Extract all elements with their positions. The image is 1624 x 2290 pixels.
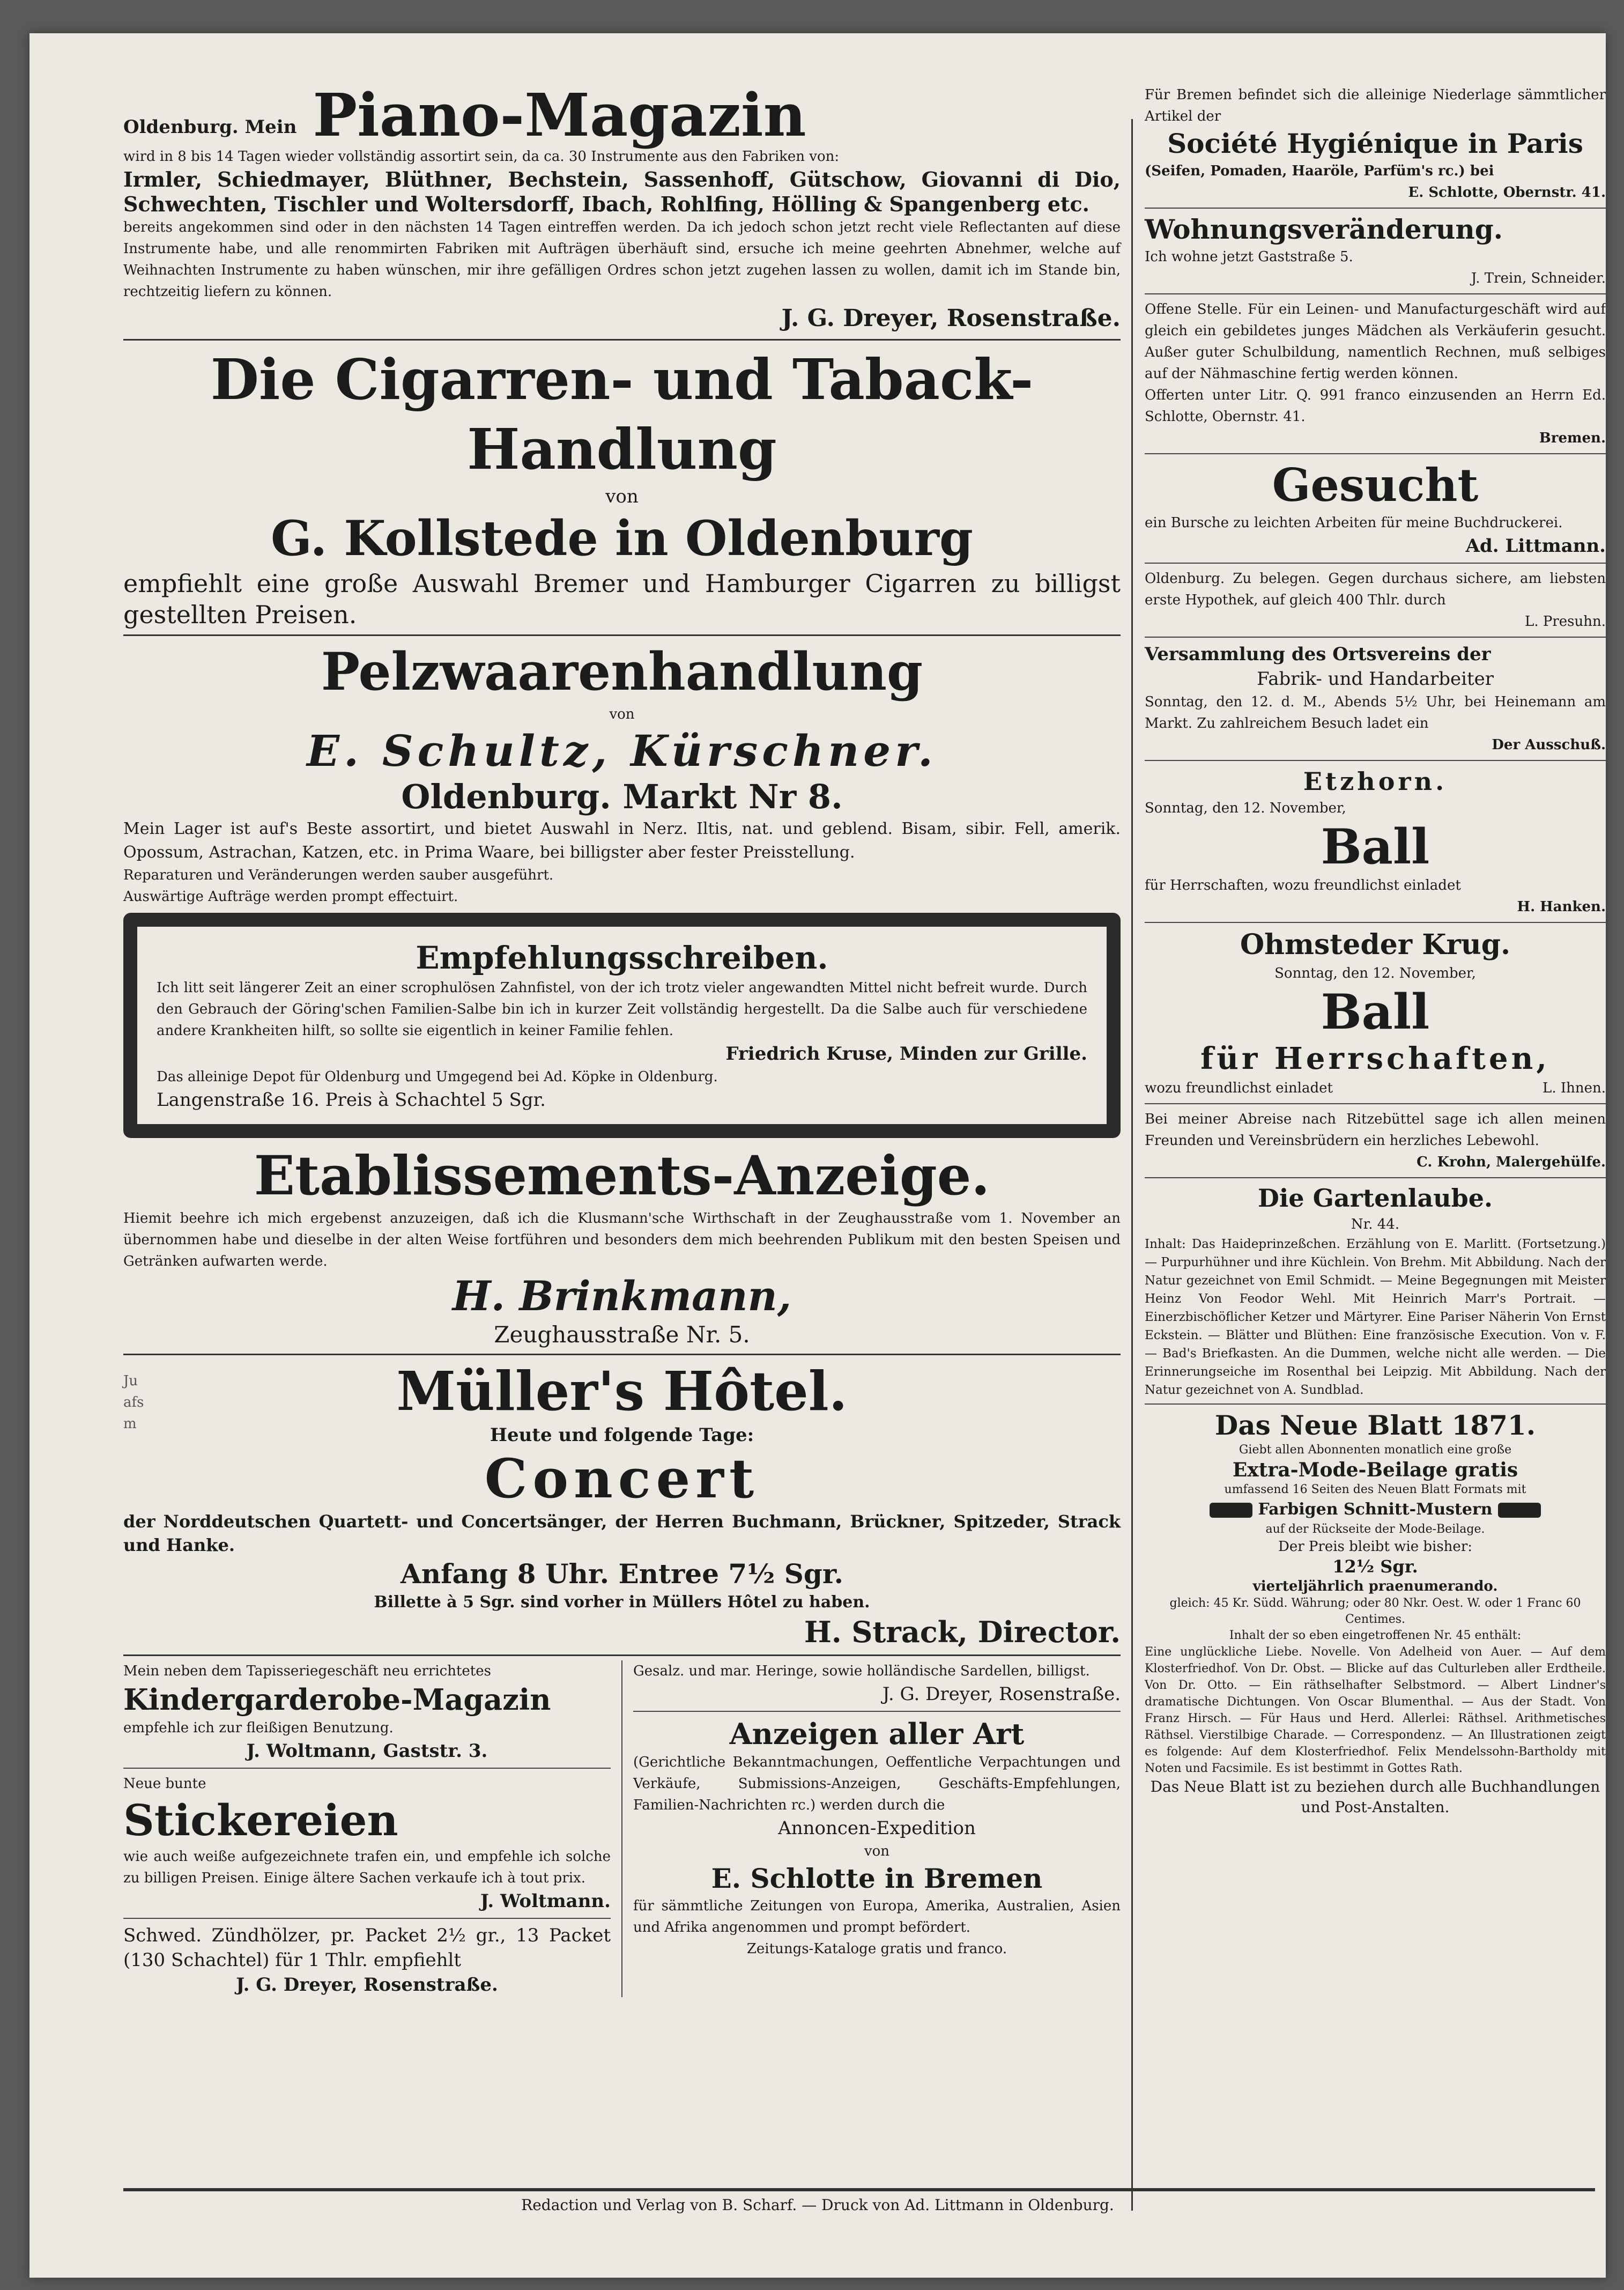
neueblatt-ad bbox=[1145, 1409, 1606, 1818]
divider bbox=[1145, 1403, 1606, 1405]
sticker-text: wie auch weiße aufgezeichnete trafen ein, und empfehle ich solche zu billigen Preisen. Einige ältere Sachen verkaufe ich à tout prix. bbox=[123, 1849, 611, 1886]
bremen-title: Société Hygiénique in Paris bbox=[1167, 128, 1583, 159]
bremen-text2: (Seifen, Pomaden, Haaröle, Parfüm's rc.) bei bbox=[1145, 163, 1494, 179]
anzeigen-text2: für sämmtliche Zeitungen von Europa, Amerika, Australien, Asien und Afrika angenommen und prompt befördert. bbox=[633, 1898, 1121, 1936]
nb-t10: Inhalt der so eben eingetroffenen Nr. 45 enthält: bbox=[1229, 1629, 1522, 1642]
empf-title: Empfehlungsschreiben. bbox=[416, 940, 828, 976]
ohmst-title: Ohmsteder Krug. bbox=[1240, 928, 1511, 961]
nb-t6: Der Preis bleibt wie bisher: bbox=[1278, 1539, 1473, 1555]
piano-title: Piano-Magazin bbox=[313, 80, 806, 150]
versamm-text3: Sonntag, den 12. d. M., Abends 5½ Uhr, bei Heinemann am Markt. Zu zahlreichem Besuch ladet ein bbox=[1145, 694, 1606, 732]
stelle-text: Offene Stelle. Für ein Leinen- und Manufacturgeschäft wird auf gleich ein gebildetes junges Mädchen als Verkäuferin gesucht. Außer guter Schulbildung, namentlich Rechnen, muß selbiges auf der Nähmaschine fertig werden können. bbox=[1145, 301, 1606, 382]
anzeigen-title: Anzeigen aller Art bbox=[729, 1717, 1025, 1751]
etzhorn-ball: Ball bbox=[1321, 818, 1430, 875]
mueller-ad bbox=[123, 1360, 1121, 1650]
gesucht-ad bbox=[1145, 459, 1606, 558]
gesucht-title: Gesucht bbox=[1272, 459, 1479, 512]
abreise-sign: C. Krohn, Malergehülfe. bbox=[1417, 1154, 1606, 1170]
divider bbox=[1145, 637, 1606, 638]
divider bbox=[123, 1768, 611, 1769]
nb-t3: umfassend 16 Seiten des Neuen Blatt Formats mit bbox=[1224, 1483, 1526, 1496]
mueller-concert: Concert bbox=[484, 1447, 760, 1510]
nb-t5: auf der Rückseite der Mode-Beilage. bbox=[1265, 1523, 1485, 1536]
mueller-tickets: Billette à 5 Sgr. sind vorher in Müllers Hôtel zu haben. bbox=[374, 1593, 870, 1612]
versamm-ad bbox=[1145, 642, 1606, 756]
divider bbox=[633, 1711, 1121, 1712]
etzhorn-title: Etzhorn. bbox=[1303, 767, 1448, 796]
garten-ad bbox=[1145, 1183, 1606, 1399]
ohmst-sub: für Herrschaften, bbox=[1200, 1041, 1550, 1076]
divider bbox=[1145, 1103, 1606, 1104]
nb-title: Das Neue Blatt 1871. bbox=[1214, 1409, 1536, 1441]
piano-head: Oldenburg. Mein bbox=[123, 116, 297, 138]
empf-depot: Das alleinige Depot für Oldenburg und Umgegend bei Ad. Köpke in Oldenburg. bbox=[157, 1069, 718, 1085]
cigar-von: von bbox=[605, 486, 639, 507]
hering-text: Gesalz. und mar. Heringe, sowie holländische Sardellen, billigst. bbox=[633, 1663, 1090, 1679]
empfehlung-box bbox=[123, 913, 1121, 1138]
etab-text: Hiemit beehre ich mich ergebenst anzuzeigen, daß ich die Klusmann'sche Wirthschaft in der Zeughausstraße vom 1. November an übernommen habe und dieselbe in der alten Weise fortführen und besonders dem mich beehrenden Publikum mit den besten Speisen und Getränken aufwarten werde. bbox=[123, 1210, 1121, 1269]
piano-text2: bereits angekommen sind oder in den nächsten 14 Tagen eintreffen werden. Da ich jedoch schon jetzt recht viele Reflectanten auf diese Instrumente habe, und alle renommirten Fabriken mit Aufträgen überhäuft sind, ersuche ich meine geehrten Abnehmer, welche auf Weihnachten Instrumente zu haben wünschen, mir ihre gefälligen Ordres schon jetzt zugehen lassen zu wollen, damit ich im Stande bin, rechtzeitig liefern zu können. bbox=[123, 219, 1121, 300]
anzeigen-name: E. Schlotte in Bremen bbox=[711, 1863, 1043, 1894]
nb-t1: Giebt allen Abonnenten monatlich eine große bbox=[1239, 1443, 1512, 1457]
gesucht-sign: Ad. Littmann. bbox=[1465, 535, 1606, 557]
sticker-title: Stickereien bbox=[123, 1795, 398, 1845]
gesucht-text: ein Bursche zu leichten Arbeiten für meine Buchdruckerei. bbox=[1145, 515, 1563, 531]
bremen-sign: E. Schlotte, Obernstr. 41. bbox=[1408, 184, 1606, 201]
etab-ad bbox=[123, 1143, 1121, 1349]
divider bbox=[1145, 1177, 1606, 1178]
left-column bbox=[123, 80, 1121, 1997]
belegen-sign: L. Presuhn. bbox=[1525, 614, 1606, 630]
footer-rule bbox=[123, 2188, 1595, 2191]
abreise-ad bbox=[1145, 1109, 1606, 1173]
nb-t11: Eine unglückliche Liebe. Novelle. Von Adelheid von Auer. — Auf dem Klosterfriedhof. Von Dr. Obst. — Blicke auf das Culturleben aller Erdtheile. Von Dr. Otto. — Ein räthselhafter Selbstmord. — Albert Lindner's dramatische Dichtungen. Von Oscar Blumenthal. — Aus der Stadt. Von Franz Hirsch. — Für Haus und Herd. Allerlei: Räthsel. Arithmetisches Räthsel. Vierstilbige Charade. — Correspondenz. — An Illustrationen zeigt es folgende: Auf dem Klosterfriedhof. Felix Mendelssohn-Bartholdy mit Noten und Facsimile. Es ist bestimmt in Gottes Rath. bbox=[1145, 1645, 1606, 1775]
pelz-text3: Auswärtige Aufträge werden prompt effectuirt. bbox=[123, 889, 458, 905]
etab-name: H. Brinkmann, bbox=[452, 1272, 792, 1320]
nb-t9: gleich: 45 Kr. Südd. Währung; oder 80 Nkr. Oest. W. oder 1 Franc 60 Centimes. bbox=[1169, 1597, 1581, 1626]
pelz-place: Oldenburg. Markt Nr 8. bbox=[401, 777, 843, 816]
piano-makers: Irmler, Schiedmayer, Blüthner, Bechstein, Sassenhoff, Gütschow, Giovanni di Dio, Schwechten, Tischler und Woltersdorff, Ibach, Rohlfing, Hölling & Spangenberg etc. bbox=[123, 167, 1121, 216]
cigar-name: G. Kollstede in Oldenburg bbox=[271, 510, 973, 567]
kinder-title: Kindergarderobe-Magazin bbox=[123, 1682, 551, 1717]
anzeigen-von: von bbox=[864, 1843, 890, 1859]
nb-t8: vierteljährlich praenumerando. bbox=[1252, 1578, 1498, 1594]
versamm-text2: Fabrik- und Handarbeiter bbox=[1256, 668, 1494, 690]
divider bbox=[123, 1918, 611, 1919]
mueller-start: Anfang 8 Uhr. Entree 7½ Sgr. bbox=[400, 1558, 843, 1590]
garten-text: Inhalt: Das Haideprinzeßchen. Erzählung von E. Marlitt. (Fortsetzung.) — Purpurhühner und ihre Küchlein. Von Brehm. Mit Abbildung. Nach der Natur gezeichnet von Emil Schmidt. — Meine Begegnungen mit Meister Heinz Von Feodor Wehl. Mit Heinrich Marr's Portrait. — Einerzbischöflicher Ketzer und Märtyrer. Eine Pariser Näherin Von Ernst Eckstein. — Blätter und Blüthen: Eine französische Execution. Von v. F. — Bad's Briefkasten. An die Dummen, welche nicht alle werden. — Die Erinnerungseiche im Rosenthal bei Leipzig. Mit Abbildung. Nach der Natur gezeichnet von A. Sundblad. bbox=[1145, 1237, 1606, 1397]
cigar-text: empfiehlt eine große Auswahl Bremer und Hamburger Cigarren zu billigst gestellten Preisen. bbox=[123, 569, 1121, 629]
margin-marks: Ju afs m bbox=[123, 1373, 144, 1432]
abreise-text: Bei meiner Abreise nach Ritzebüttel sage ich allen meinen Freunden und Vereinsbrüdern ein herzliches Lebewohl. bbox=[1145, 1111, 1606, 1149]
mueller-sub: Heute und folgende Tage: bbox=[490, 1424, 754, 1446]
garten-nr: Nr. 44. bbox=[1351, 1216, 1400, 1232]
nb-t7: 12½ Sgr. bbox=[1332, 1556, 1418, 1577]
bottom-ads bbox=[123, 1660, 1121, 1997]
stelle-text2: Offerten unter Litr. Q. 991 franco einzusenden an Herrn Ed. Schlotte, Obernstr. 41. bbox=[1145, 387, 1606, 425]
belegen-ad bbox=[1145, 568, 1606, 632]
mueller-title: Müller's Hôtel. bbox=[396, 1360, 848, 1423]
pelz-text1: Mein Lager ist auf's Beste assortirt, und bietet Auswahl in Nerz. Iltis, nat. und geblend. Bisam, sibir. Fell, amerik. Opossum, Astrachan, Katzen, etc. in Prima Waare, bei billigster aber fester Preisstellung. bbox=[123, 819, 1121, 862]
piano-ad bbox=[123, 80, 1121, 335]
newspaper-page bbox=[29, 33, 1606, 2278]
wohnung-sign: J. Trein, Schneider. bbox=[1471, 270, 1606, 286]
divider bbox=[1145, 453, 1606, 454]
zuend-sign: J. G. Dreyer, Rosenstraße. bbox=[236, 1974, 498, 1996]
column-rule bbox=[1131, 119, 1133, 2211]
etzhorn-sign: H. Hanken. bbox=[1517, 899, 1606, 915]
ohmst-date: Sonntag, den 12. November, bbox=[1274, 965, 1476, 981]
versamm-text1: Versammlung des Ortsvereins der bbox=[1145, 644, 1491, 665]
stelle-ad bbox=[1145, 299, 1606, 449]
wohnung-ad bbox=[1145, 213, 1606, 289]
divider bbox=[123, 1654, 1121, 1656]
piano-text1: wird in 8 bis 14 Tagen wieder vollständig assortirt sein, da ca. 30 Instrumente aus den Fabriken von: bbox=[123, 149, 840, 165]
pelz-name: E. Schultz, Kürschner. bbox=[307, 726, 937, 776]
divider bbox=[1145, 208, 1606, 209]
pelz-text2: Reparaturen und Veränderungen werden sauber ausgeführt. bbox=[123, 867, 554, 883]
pelz-ad bbox=[123, 640, 1121, 907]
empf-text: Ich litt seit längerer Zeit an einer scrophulösen Zahnfistel, von der ich trotz vieler angewandten Mittel nicht befreit wurde. Durch den Gebrauch der Göring'schen Familien-Salbe bin ich in kurzer Zeit vollständig hergestellt. Da die Salbe auch für verschiedene andere Krankheiten hilft, so sollte sie eigentlich in keiner Familie fehlen. bbox=[157, 980, 1087, 1039]
nb-t2: Extra-Mode-Beilage gratis bbox=[1232, 1459, 1518, 1481]
divider bbox=[1145, 922, 1606, 923]
kinder-text: empfehle ich zur fleißigen Benutzung. bbox=[123, 1720, 394, 1736]
anzeigen-kat: Zeitungs-Kataloge gratis und franco. bbox=[746, 1941, 1007, 1957]
mueller-sign: H. Strack, Director. bbox=[804, 1615, 1121, 1649]
divider bbox=[1145, 563, 1606, 564]
empf-price: Langenstraße 16. Preis à Schachtel 5 Sgr. bbox=[157, 1089, 546, 1111]
empf-sign: Friedrich Kruse, Minden zur Grille. bbox=[725, 1043, 1087, 1065]
wohnung-text: Ich wohne jetzt Gaststraße 5. bbox=[1145, 249, 1353, 265]
ohmst-sign: L. Ihnen. bbox=[1543, 1080, 1606, 1096]
divider bbox=[1145, 293, 1606, 294]
divider bbox=[1145, 760, 1606, 761]
mueller-text: der Norddeutschen Quartett- und Concertsänger, der Herren Buchmann, Brückner, Spitzeder, Strack und Hanke. bbox=[123, 1511, 1121, 1555]
belegen-text: Oldenburg. Zu belegen. Gegen durchaus sichere, am liebsten erste Hypothek, auf gleich 400 Thlr. durch bbox=[1145, 571, 1606, 608]
pelz-title: Pelzwaarenhandlung bbox=[321, 641, 923, 702]
footer-imprint: Redaction und Verlag von B. Scharf. — Druck von Ad. Littmann in Oldenburg. bbox=[521, 2196, 1114, 2214]
etab-addr: Zeughausstraße Nr. 5. bbox=[494, 1321, 750, 1348]
sticker-sign: J. Woltmann. bbox=[480, 1890, 611, 1912]
nb-t4: Farbigen Schnitt-Mustern bbox=[1258, 1500, 1493, 1519]
bremen-ad bbox=[1145, 84, 1606, 203]
anzeigen-text: (Gerichtliche Bekanntmachungen, Oeffentliche Verpachtungen und Verkäufe, Submissions-Anzeigen, Geschäfts-Empfehlungen, Familien-Nachrichten rc.) werden durch die bbox=[633, 1754, 1121, 1813]
cigar-ad bbox=[123, 345, 1121, 630]
ohmst-ad bbox=[1145, 927, 1606, 1099]
cigar-title: Die Cigarren- und Taback-Handlung bbox=[210, 346, 1034, 482]
hering-sign: J. G. Dreyer, Rosenstraße. bbox=[882, 1683, 1121, 1705]
pointing-hand-icon bbox=[1498, 1503, 1541, 1518]
pelz-von: von bbox=[609, 706, 635, 722]
divider bbox=[123, 634, 1121, 636]
pointing-hand-icon bbox=[1210, 1503, 1252, 1518]
kinder-sign: J. Woltmann, Gaststr. 3. bbox=[246, 1740, 488, 1762]
wohnung-title: Wohnungsveränderung. bbox=[1145, 213, 1503, 245]
kinder-intro: Mein neben dem Tapisseriegeschäft neu errichtetes bbox=[123, 1663, 491, 1679]
etab-title: Etablissements-Anzeige. bbox=[254, 1144, 990, 1207]
nb-t12: Das Neue Blatt ist zu beziehen durch alle Buchhandlungen und Post-Anstalten. bbox=[1150, 1778, 1600, 1816]
stelle-city: Bremen. bbox=[1539, 430, 1606, 446]
bremen-text1: Für Bremen befindet sich die alleinige Niederlage sämmtlicher Artikel der bbox=[1145, 87, 1606, 124]
etzhorn-date: Sonntag, den 12. November, bbox=[1145, 800, 1346, 816]
ohmst-ball: Ball bbox=[1321, 984, 1430, 1040]
ohmst-text: wozu freundlichst einladet bbox=[1145, 1080, 1333, 1096]
garten-title: Die Gartenlaube. bbox=[1257, 1184, 1493, 1213]
versamm-sign: Der Ausschuß. bbox=[1492, 737, 1606, 753]
divider bbox=[123, 339, 1121, 341]
zuend-text: Schwed. Zündhölzer, pr. Packet 2½ gr., 13 Packet (130 Schachtel) für 1 Thlr. empfiehlt bbox=[123, 1925, 611, 1971]
right-column bbox=[1145, 84, 1606, 1818]
divider bbox=[123, 1354, 1121, 1355]
sticker-intro: Neue bunte bbox=[123, 1776, 206, 1792]
etzhorn-text: für Herrschaften, wozu freundlichst einladet bbox=[1145, 877, 1461, 893]
anzeigen-exp: Annoncen-Expedition bbox=[778, 1818, 976, 1839]
piano-sign: J. G. Dreyer, Rosenstraße. bbox=[781, 305, 1121, 332]
etzhorn-ad bbox=[1145, 765, 1606, 918]
